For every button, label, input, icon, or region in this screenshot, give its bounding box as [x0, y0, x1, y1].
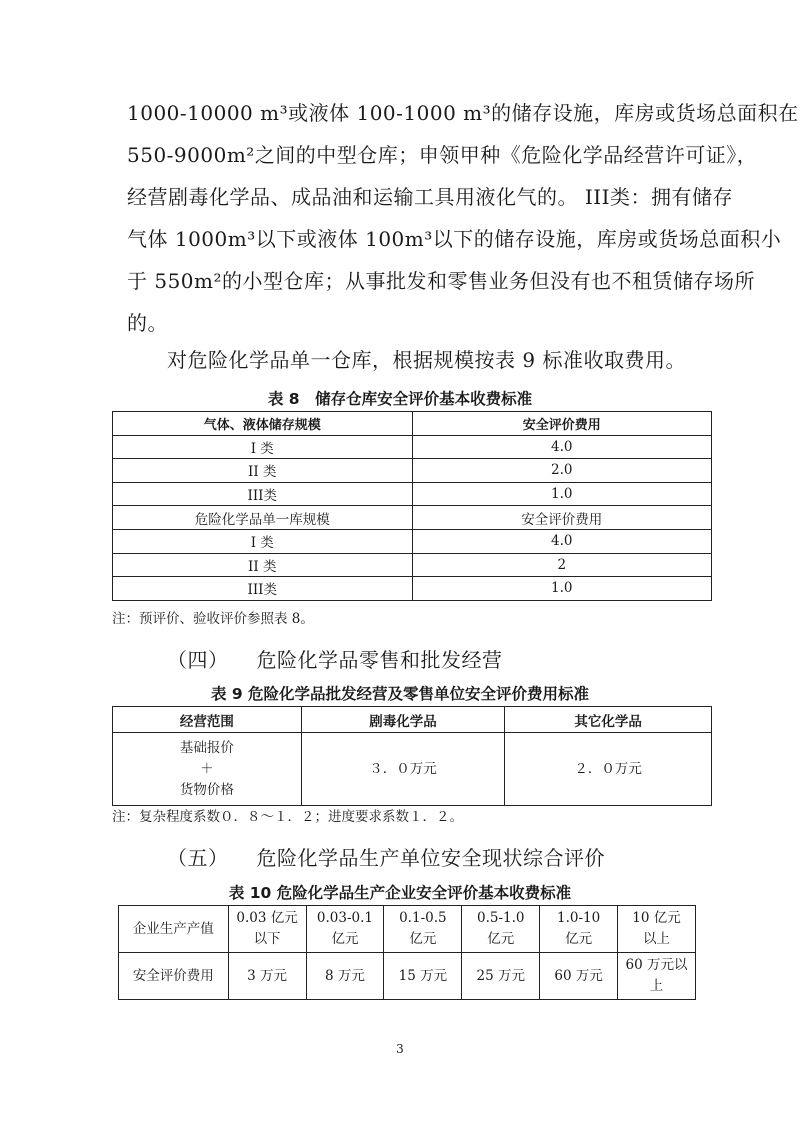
table-cell: I 类 — [113, 529, 413, 553]
cell-line: 亿元 — [487, 931, 515, 947]
scope-line: 基础报价 — [179, 739, 234, 756]
table-row-label: 企业生产产值 — [119, 906, 229, 953]
table-header-cell: 其它化学品 — [505, 707, 712, 733]
section-heading-5 — [167, 842, 605, 871]
table8 — [112, 411, 712, 601]
section-number: （五） — [167, 846, 229, 870]
table-cell — [462, 953, 540, 1000]
table-row — [113, 577, 712, 601]
table-cell — [384, 953, 462, 1000]
table9 — [112, 706, 712, 806]
table-cell — [540, 953, 618, 1000]
cell-line: 1.0-10 — [557, 910, 601, 926]
table-header-cell: 剧毒化学品 — [301, 707, 505, 733]
table-header-cell: 气体、液体储存规模 — [113, 412, 413, 436]
table-cell: 2 — [412, 553, 712, 577]
table-cell: 1.0 — [412, 577, 712, 601]
table10-caption: 表 10 危险化学品生产企业安全评价基本收费标准 — [228, 884, 572, 902]
table-cell — [462, 906, 540, 953]
table-row — [113, 733, 712, 806]
table-row — [119, 953, 696, 1000]
table-header-cell: 安全评价费用 — [412, 412, 712, 436]
table-cell — [306, 953, 384, 1000]
table10 — [118, 905, 696, 1000]
cell-line: 60 万元以 — [625, 957, 688, 973]
table-row — [113, 506, 712, 530]
body-line: 1000-10000 m³或液体 100-1000 m³的储存设施，库房或货场总面积在 — [127, 101, 799, 125]
table9-caption: 表 9 危险化学品批发经营及零售单位安全评价费用标准 — [210, 685, 590, 703]
table8-caption: 表 8 储存仓库安全评价基本收费标准 — [267, 390, 533, 408]
page-number: 3 — [396, 1042, 404, 1056]
cell-line: 亿元 — [331, 931, 359, 947]
table9-note: 注：复杂程度系数０．８～１．２；进度要求系数１．２。 — [112, 809, 463, 825]
table-cell: 安全评价费用 — [412, 506, 712, 530]
body-paragraph — [127, 92, 799, 344]
table-cell: I 类 — [113, 435, 413, 459]
body-line: 于 550m²的小型仓库；从事批发和零售业务但没有也不租赁储存场所 — [127, 269, 756, 293]
table-cell — [618, 906, 696, 953]
table-row — [113, 412, 712, 436]
table-row — [113, 435, 712, 459]
body-paragraph-2: 对危险化学品单一仓库，根据规模按表 9 标准收取费用。 — [167, 348, 686, 372]
table-cell: 4.0 — [412, 529, 712, 553]
scope-line: 货物价格 — [179, 781, 234, 798]
table-cell — [228, 953, 306, 1000]
table8-note: 注：预评价、验收评价参照表 8。 — [112, 611, 314, 627]
cell-line: 以上 — [643, 931, 671, 947]
section-number: （四） — [167, 648, 229, 672]
cell-line: 上 — [649, 978, 664, 994]
cell-line: 0.03-0.1 — [316, 910, 373, 926]
section-title: 危险化学品零售和批发经营 — [256, 648, 503, 672]
table-row — [113, 459, 712, 483]
body-line: 气体 1000m³以下或液体 100m³以下的储存设施，库房或货场总面积小 — [127, 227, 782, 251]
table-cell — [228, 906, 306, 953]
table-cell: 2.0 — [412, 459, 712, 483]
table-row — [113, 482, 712, 506]
table-cell — [618, 953, 696, 1000]
cell-line: 10 亿元 — [632, 910, 681, 926]
table-cell: 4.0 — [412, 435, 712, 459]
table-cell — [540, 906, 618, 953]
table-cell: III类 — [113, 482, 413, 506]
cell-line: 亿元 — [409, 931, 437, 947]
cell-line: 0.03 亿元 — [236, 910, 298, 926]
section-heading-4 — [167, 644, 503, 673]
cell-line: 亿元 — [565, 931, 593, 947]
cell-line: 0.1-0.5 — [399, 910, 447, 926]
cell-line: 3 万元 — [247, 967, 288, 984]
cell-line: 8 万元 — [325, 967, 365, 984]
table-header-cell: 经营范围 — [113, 707, 302, 733]
body-line: 550-9000m²之间的中型仓库；申领甲种《危险化学品经营许可证》， — [127, 143, 758, 167]
table-cell: ３．０万元 — [301, 733, 505, 806]
body-line: 的。 — [127, 311, 168, 335]
table-row-label: 安全评价费用 — [119, 953, 229, 1000]
table-cell-scope — [113, 733, 302, 806]
scope-line: ＋ — [200, 760, 214, 777]
table-cell: II 类 — [113, 553, 413, 577]
cell-line: 25 万元 — [476, 967, 525, 984]
table-cell — [384, 906, 462, 953]
table-row — [119, 906, 696, 953]
table-cell: 危险化学品单一库规模 — [113, 506, 413, 530]
cell-line: 0.5-1.0 — [476, 910, 525, 926]
table-row — [113, 707, 712, 733]
table-row — [113, 553, 712, 577]
body-line: 经营剧毒化学品、成品油和运输工具用液化气的。 III类：拥有储存 — [127, 185, 734, 209]
table-cell — [306, 906, 384, 953]
cell-line: 以下 — [253, 931, 281, 947]
cell-line: 15 万元 — [398, 967, 448, 984]
cell-line: 60 万元 — [554, 967, 603, 984]
table-cell: 1.0 — [412, 482, 712, 506]
table-cell: ２．０万元 — [505, 733, 712, 806]
table-cell: II 类 — [113, 459, 413, 483]
table-cell: III类 — [113, 577, 413, 601]
table-row — [113, 529, 712, 553]
section-title: 危险化学品生产单位安全现状综合评价 — [256, 846, 605, 870]
